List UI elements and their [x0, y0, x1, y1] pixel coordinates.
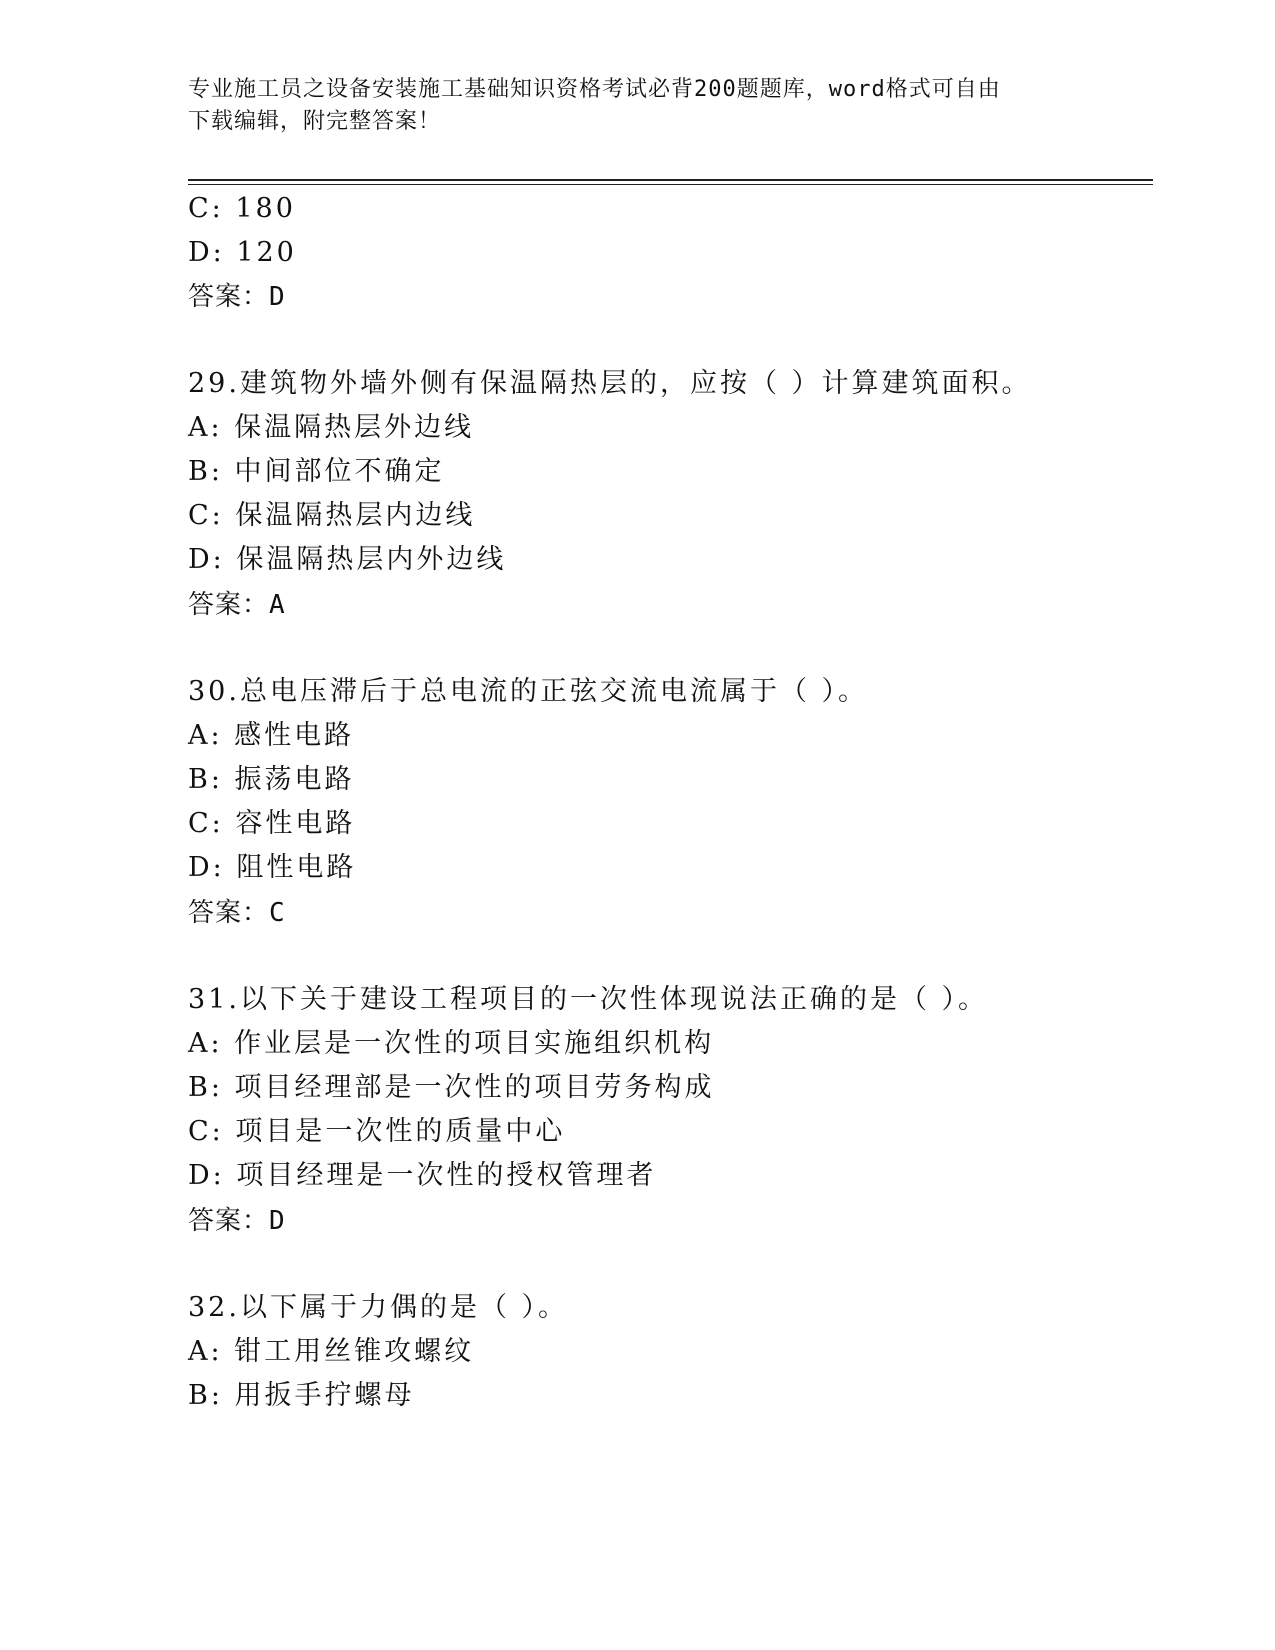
question-31-stem: 31.以下关于建设工程项目的一次性体现说法正确的是（ ）。 [188, 984, 989, 1015]
question-29-option-c: C: 保温隔热层内边线 [188, 500, 476, 531]
header-line-2: 下载编辑，附完整答案！ [188, 109, 442, 134]
header-divider-thin [188, 184, 1153, 185]
question-32-option-b: B: 用扳手拧螺母 [188, 1380, 415, 1411]
question-31-option-b: B: 项目经理部是一次性的项目劳务构成 [188, 1072, 715, 1103]
document-header [188, 74, 1068, 138]
question-29-stem: 29.建筑物外墙外侧有保温隔热层的，应按（ ）计算建筑面积。 [188, 368, 1032, 399]
question-29-answer: 答案：A [188, 590, 286, 620]
question-30-option-a: A: 感性电路 [188, 720, 355, 751]
question-31-option-c: C: 项目是一次性的质量中心 [188, 1116, 566, 1147]
answer-line: 答案：D [188, 282, 286, 312]
option-d: D: 120 [188, 237, 297, 268]
question-31-option-a: A: 作业层是一次性的项目实施组织机构 [188, 1028, 715, 1059]
question-32-option-a: A: 钳工用丝锥攻螺纹 [188, 1336, 475, 1367]
option-c: C: 180 [188, 193, 296, 224]
question-32-stem: 32.以下属于力偶的是（ ）。 [188, 1292, 569, 1323]
header-divider [188, 179, 1153, 181]
question-31-answer: 答案：D [188, 1206, 286, 1236]
question-29-option-d: D: 保温隔热层内外边线 [188, 544, 507, 575]
question-30-stem: 30.总电压滞后于总电流的正弦交流电流属于（ ）。 [188, 676, 869, 707]
question-30-answer: 答案：C [188, 898, 286, 928]
question-30-option-b: B: 振荡电路 [188, 764, 355, 795]
question-30-option-c: C: 容性电路 [188, 808, 356, 839]
question-30-option-d: D: 阻性电路 [188, 852, 357, 883]
question-31-option-d: D: 项目经理是一次性的授权管理者 [188, 1160, 657, 1191]
header-line-1: 专业施工员之设备安装施工基础知识资格考试必背200题题库，word格式可自由 [188, 77, 1001, 102]
question-29-option-b: B: 中间部位不确定 [188, 456, 445, 487]
question-29-option-a: A: 保温隔热层外边线 [188, 412, 475, 443]
